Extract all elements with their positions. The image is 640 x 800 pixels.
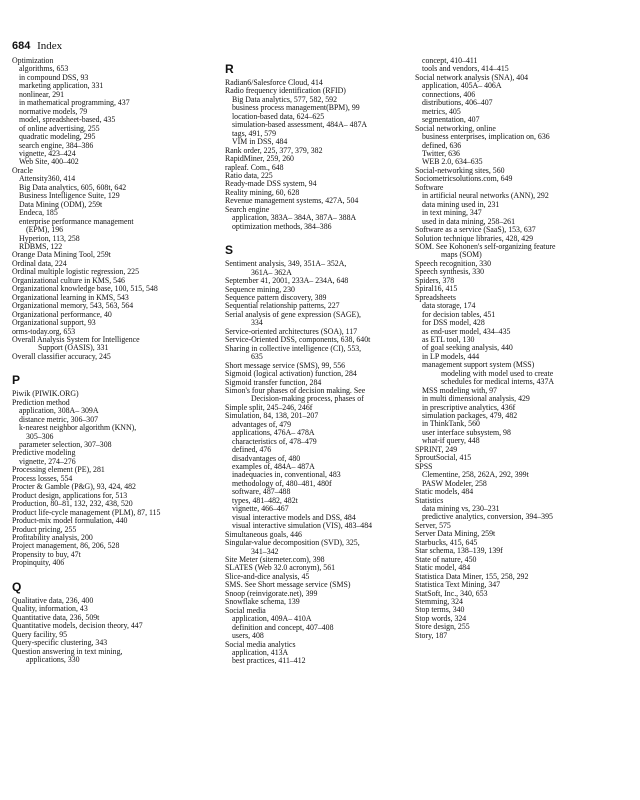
- index-subentry: simulation packages, 479, 482: [422, 411, 518, 421]
- index-entry: Sharing in collective intelligence (CI), 553,: [225, 343, 362, 353]
- index-subentry: data storage, 174: [422, 301, 476, 311]
- index-entry: SMS. See Short message service (SMS): [225, 580, 351, 590]
- index-subentry: for DSS model, 428: [422, 318, 485, 328]
- index-entry: Radio frequency identification (RFID): [225, 86, 346, 96]
- index-subentry: used in data mining, 258–261: [422, 216, 516, 226]
- index-entry: Social networking, online: [415, 123, 496, 133]
- index-entry: Server, 575: [415, 520, 451, 530]
- index-entry: Prediction method: [12, 397, 70, 407]
- index-entry: Quantitative data, 236, 509t: [12, 612, 100, 622]
- index-subentry: maps (SOM): [441, 250, 482, 260]
- index-entry: orms-today.org, 653: [12, 326, 76, 336]
- index-entry: Simon's four phases of decision making. See: [225, 385, 366, 395]
- index-entry: Snoop (reinvigorate.net), 399: [225, 588, 318, 598]
- index-subentry: simulation-based assessment, 484A– 487A: [232, 120, 368, 130]
- index-entry: Question answering in text mining,: [12, 646, 123, 656]
- section-gap: [12, 361, 210, 368]
- index-entry: Speech recognition, 330: [415, 258, 492, 268]
- index-subentry: Data Mining (ODM), 259t: [19, 199, 103, 209]
- index-entry: Product-mix model formulation, 440: [12, 516, 128, 526]
- index-entry: Spreadsheets: [415, 292, 456, 302]
- index-subentry: visual interactive models and DSS, 484: [232, 512, 356, 522]
- index-entry: Revenue management systems, 427A, 504: [225, 196, 359, 206]
- index-entry: Quantitative models, decision theory, 447: [12, 621, 143, 631]
- page-header: [12, 40, 62, 52]
- index-entry: Statistics: [415, 495, 444, 505]
- index-entry: Slice-and-dice analysis, 45: [225, 571, 310, 581]
- page-number: 684: [12, 40, 31, 52]
- index-subentry: users, 408: [232, 631, 264, 641]
- index-subentry: application, 405A– 406A: [422, 81, 502, 91]
- index-entry: Sequence pattern discovery, 389: [225, 292, 327, 302]
- index-subentry: k-nearest neighbor algorithm (KNN),: [19, 423, 137, 433]
- section-letter: S: [225, 243, 234, 258]
- index-subentry: model, spreadsheet-based, 435: [19, 115, 116, 125]
- index-subentry: distributions, 406–407: [422, 98, 493, 108]
- index-entry: Store design, 255: [415, 622, 470, 632]
- index-entry: Product pricing, 255: [12, 524, 77, 534]
- index-entry: State of nature, 450: [415, 554, 477, 564]
- index-entry: Product design, applications for, 513: [12, 490, 128, 500]
- index-subentry: in text mining, 347: [422, 208, 482, 218]
- index-entry: Sequence mining, 230: [225, 284, 295, 294]
- index-entry: Query-specific clustering, 343: [12, 638, 108, 648]
- index-subentry: search engine, 384–386: [19, 140, 94, 150]
- index-subentry: defined, 476: [232, 445, 272, 455]
- index-subentry: Decision-making process, phases of: [251, 394, 364, 404]
- index-subentry: applications, 476A– 478A: [232, 428, 315, 438]
- index-entry: Stop words, 324: [415, 613, 467, 623]
- index-entry: Star schema, 138–139, 139f: [415, 546, 503, 556]
- index-entry: Short message service (SMS), 99, 556: [225, 360, 346, 370]
- section-gap: [225, 231, 415, 238]
- index-subentry: vignette, 466–467: [232, 504, 289, 514]
- index-entry: Simple split, 245–246, 246f: [225, 402, 313, 412]
- index-entry: Project management, 86, 206, 528: [12, 541, 120, 551]
- index-entry: Service-Oriented DSS, components, 638, 640t: [225, 335, 371, 345]
- index-entry: SOM. See Kohonen's self-organizing feature: [415, 241, 556, 251]
- index-entry: SLATES (Web 32.0 acronym), 561: [225, 563, 336, 573]
- index-entry: Software as a service (SaaS), 153, 637: [415, 225, 536, 235]
- index-subentry: algorithms, 653: [19, 64, 69, 74]
- index-entry: SPSS: [415, 461, 433, 471]
- index-subentry: vignette, 274–276: [19, 456, 76, 466]
- index-entry: Sigmoid transfer function, 284: [225, 377, 322, 387]
- index-subentry: types, 481–482, 482t: [232, 495, 298, 505]
- index-entry: Profitability analysis, 200: [12, 533, 93, 543]
- index-subentry: WEB 2.0, 634–635: [422, 157, 483, 167]
- index-subentry: application, 308A– 309A: [19, 406, 99, 416]
- index-entry: Stop terms, 340: [415, 605, 465, 615]
- index-subentry: RDBMS, 122: [19, 241, 63, 251]
- index-subentry: best practices, 411–412: [232, 656, 306, 666]
- index-subentry: parameter selection, 307–308: [19, 440, 112, 450]
- index-entry: Ready-made DSS system, 94: [225, 179, 317, 189]
- page-title: Index: [37, 40, 63, 52]
- index-entry: Organizational performance, 40: [12, 309, 112, 319]
- index-subentry: Attensity360, 414: [19, 174, 76, 184]
- index-entry: Organizational support, 93: [12, 318, 96, 328]
- index-entry: Product life-cycle management (PLM), 87, 115: [12, 507, 161, 517]
- index-subentry: application, 413A: [232, 648, 289, 657]
- index-subentry: in mathematical programming, 437: [19, 98, 130, 108]
- index-subentry: for decision tables, 451: [422, 309, 496, 319]
- index-subentry: Support (OASIS), 331: [38, 343, 109, 353]
- index-entry: Site Meter (sitemeter.com), 398: [225, 555, 325, 565]
- index-subentry: in artificial neural networks (ANN), 292: [422, 191, 549, 201]
- index-entry: Simultaneous goals, 446: [225, 529, 302, 539]
- index-entry: Sociometricsolutions.com, 649: [415, 174, 513, 184]
- index-entry: rapleaf. Com., 648: [225, 162, 284, 172]
- index-entry: Predictive modeling: [12, 448, 76, 458]
- index-subentry: user interface subsystem, 98: [422, 427, 511, 437]
- index-subentry: enterprise performance management: [19, 216, 134, 226]
- index-entry: StatSoft, Inc., 340, 653: [415, 588, 488, 598]
- index-subentry: in multi dimensional analysis, 429: [422, 394, 530, 404]
- index-subentry: characteristics of, 478–479: [232, 436, 317, 446]
- index-entry: Ratio data, 225: [225, 170, 273, 180]
- index-subentry: as end-user model, 434–435: [422, 326, 511, 336]
- index-subentry: location-based data, 624–625: [232, 111, 325, 121]
- index-subentry: segmentation, 407: [422, 115, 480, 125]
- index-entry: Ordinal multiple logistic regression, 225: [12, 267, 140, 277]
- index-subentry: Clementine, 258, 262A, 292, 399t: [422, 470, 529, 480]
- index-entry: Propensity to buy, 47t: [12, 549, 81, 559]
- index-entry: Snowflake schema, 139: [225, 597, 300, 607]
- index-subentry: advantages of, 479: [232, 419, 292, 429]
- index-subentry: Twitter, 636: [422, 148, 460, 158]
- index-entry: Spiral16, 415: [415, 284, 458, 294]
- index-subentry: data mining vs, 230–231: [422, 504, 500, 514]
- index-entry: Rank order, 225, 377, 379, 382: [225, 145, 323, 155]
- index-entry: Oracle: [12, 165, 33, 175]
- index-entry: Production, 80–81, 132, 232, 438, 520: [12, 499, 133, 509]
- index-subentry: business process management(BPM), 99: [232, 103, 360, 113]
- index-entry: Procter & Gamble (P&G), 93, 424, 482: [12, 482, 136, 492]
- index-subentry: application, 409A– 410A: [232, 614, 312, 624]
- index-subentry: Endeca, 185: [19, 208, 58, 218]
- index-entry: Spiders, 378: [415, 275, 455, 285]
- index-entry: Statistica Text Mining, 347: [415, 580, 501, 590]
- index-subentry: in compound DSS, 93: [19, 72, 89, 82]
- index-entry: Piwik (PIWIK.ORG): [12, 389, 79, 399]
- index-entry: Radian6/Salesforce Cloud, 414: [225, 78, 323, 87]
- index-subentry: Business Intelligence Suite, 129: [19, 191, 120, 201]
- section-gap: [12, 568, 210, 575]
- index-subentry: methodology of, 480–481, 480f: [232, 478, 332, 488]
- index-subentry: in LP models, 444: [422, 351, 480, 361]
- index-entry: Organizational knowledge base, 100, 515, 548: [12, 284, 158, 294]
- index-subentry: Hyperion, 113, 258: [19, 233, 80, 243]
- index-entry: Propinquity, 406: [12, 558, 65, 568]
- index-entry: Orange Data Mining Tool, 259t: [12, 250, 111, 260]
- index-subentry: Big Data analytics, 605, 608t, 642: [19, 182, 127, 192]
- index-subentry: VIM in DSS, 484: [232, 137, 288, 147]
- index-entry: Organizational culture in KMS, 546: [12, 275, 125, 285]
- index-entry: September 41, 2001, 233A– 234A, 648: [225, 276, 349, 286]
- index-entry: Process losses, 554: [12, 473, 73, 483]
- index-subentry: PASW Modeler, 258: [422, 478, 487, 488]
- index-entry: Singular-value decomposition (SVD), 325,: [225, 538, 360, 548]
- index-entry: Stemming, 324: [415, 597, 463, 606]
- index-entry: Query facility, 95: [12, 629, 68, 639]
- index-subentry: definition and concept, 407–408: [232, 622, 334, 632]
- index-subentry: 334: [251, 318, 263, 328]
- index-subentry: of goal seeking analysis, 440: [422, 343, 513, 353]
- index-entry: Optimization: [12, 56, 54, 65]
- index-subentry: normative models, 79: [19, 106, 88, 116]
- index-subentry: optimization methods, 384–386: [232, 221, 332, 231]
- index-entry: Qualitative data, 236, 400: [12, 595, 94, 605]
- index-entry: Quality, information, 43: [12, 604, 88, 614]
- index-entry: RapidMiner, 259, 260: [225, 154, 294, 164]
- index-subentry: quadratic modeling, 295: [19, 132, 96, 142]
- index-entry: Story, 187: [415, 630, 448, 640]
- index-entry: Search engine: [225, 204, 270, 214]
- index-subentry: predictive analytics, conversion, 394–395: [422, 512, 553, 522]
- index-entry: Organizational learning in KMS, 543: [12, 292, 129, 302]
- index-entry: Overall classifier accuracy, 245: [12, 351, 111, 361]
- index-subentry: tags, 491, 579: [232, 128, 277, 138]
- index-entry: Static models, 484: [415, 487, 474, 497]
- index-entry: Speech synthesis, 330: [415, 267, 485, 277]
- index-subentry: defined, 636: [422, 140, 462, 150]
- index-column-3: [415, 57, 635, 640]
- section-letter: Q: [12, 579, 22, 594]
- index-subentry: nonlinear, 291: [19, 89, 64, 99]
- section-letter: P: [12, 373, 21, 388]
- index-entry: Server Data Mining, 259t: [415, 529, 496, 539]
- index-subentry: examples of, 484A– 487A: [232, 462, 315, 472]
- index-subentry: concept, 410–411: [422, 56, 478, 65]
- index-entry: Sigmoid (logical activation) function, 284: [225, 369, 357, 379]
- index-entry: Overall Analysis System for Intelligence: [12, 334, 140, 344]
- index-entry: Solution technique libraries, 428, 429: [415, 233, 534, 243]
- index-entry: Organizational memory, 543, 563, 564: [12, 301, 134, 311]
- index-subentry: of online advertising, 255: [19, 123, 100, 133]
- index-entry: Ordinal data, 224: [12, 258, 67, 268]
- index-subentry: applications, 330: [26, 655, 80, 664]
- index-subentry: 635: [251, 352, 263, 362]
- index-entry: Static model, 484: [415, 563, 471, 573]
- index-entry: Statistica Data Miner, 155, 258, 292: [415, 571, 529, 581]
- index-entry: Starbucks, 415, 645: [415, 537, 478, 547]
- index-subentry: in ThinkTank, 560: [422, 419, 480, 429]
- index-entry: Software: [415, 182, 444, 192]
- index-entry: Sequential relationship patterns, 227: [225, 301, 340, 311]
- index-entry: Social-networking sites, 560: [415, 165, 505, 175]
- index-subentry: Web Site, 400–402: [19, 157, 79, 167]
- index-column-2: [225, 57, 415, 666]
- index-entry: Social media analytics: [225, 639, 296, 649]
- index-subentry: visual interactive simulation (VIS), 483–484: [232, 521, 373, 531]
- index-subentry: Big Data analytics, 577, 582, 592: [232, 94, 338, 104]
- index-entry: Social media: [225, 605, 266, 615]
- index-subentry: schedules for medical interns, 437A: [441, 377, 555, 387]
- index-entry: Simulation, 84, 138, 201–207: [225, 411, 319, 421]
- index-subentry: 305–306: [26, 431, 54, 441]
- index-subentry: distance metric, 306–307: [19, 414, 99, 424]
- index-subentry: tools and vendors, 414–415: [422, 64, 509, 74]
- index-subentry: application, 383A– 384A, 387A– 388A: [232, 213, 357, 223]
- index-subentry: business enterprises, implication on, 636: [422, 132, 550, 142]
- index-entry: SPRINT, 249: [415, 444, 458, 454]
- index-entry: Processing element (PE), 281: [12, 465, 105, 475]
- index-subentry: inadequacies in, conventional, 483: [232, 470, 341, 480]
- index-subentry: disadvantages of, 480: [232, 453, 301, 463]
- index-subentry: modeling with model used to create: [441, 368, 554, 378]
- index-subentry: as ETL tool, 130: [422, 334, 475, 344]
- index-subentry: connections, 406: [422, 89, 476, 99]
- section-letter: R: [225, 62, 234, 76]
- index-entry: Service-oriented architectures (SOA), 117: [225, 326, 358, 336]
- index-subentry: software, 487–488: [232, 487, 291, 497]
- index-entry: SproutSocial, 415: [415, 453, 472, 463]
- index-entry: Reality mining, 60, 628: [225, 187, 300, 197]
- index-entry: Sentiment analysis, 349, 351A– 352A,: [225, 259, 347, 269]
- index-subentry: what-if query, 448: [422, 436, 480, 446]
- index-subentry: MSS modeling with, 97: [422, 385, 497, 395]
- index-subentry: 361A– 362A: [251, 267, 292, 277]
- index-subentry: metrics, 405: [422, 106, 461, 116]
- index-subentry: 341–342: [251, 546, 279, 556]
- index-subentry: (EPM), 196: [26, 225, 64, 235]
- index-column-1: [12, 57, 210, 664]
- index-subentry: management support system (MSS): [422, 360, 535, 370]
- index-entry: Social network analysis (SNA), 404: [415, 72, 529, 82]
- index-subentry: data mining used in, 231: [422, 199, 500, 209]
- index-subentry: in prescriptive analytics, 436f: [422, 402, 516, 412]
- index-entry: Serial analysis of gene expression (SAGE),: [225, 309, 361, 319]
- index-subentry: vignette, 423–424: [19, 148, 76, 158]
- index-subentry: marketing application, 331: [19, 81, 104, 91]
